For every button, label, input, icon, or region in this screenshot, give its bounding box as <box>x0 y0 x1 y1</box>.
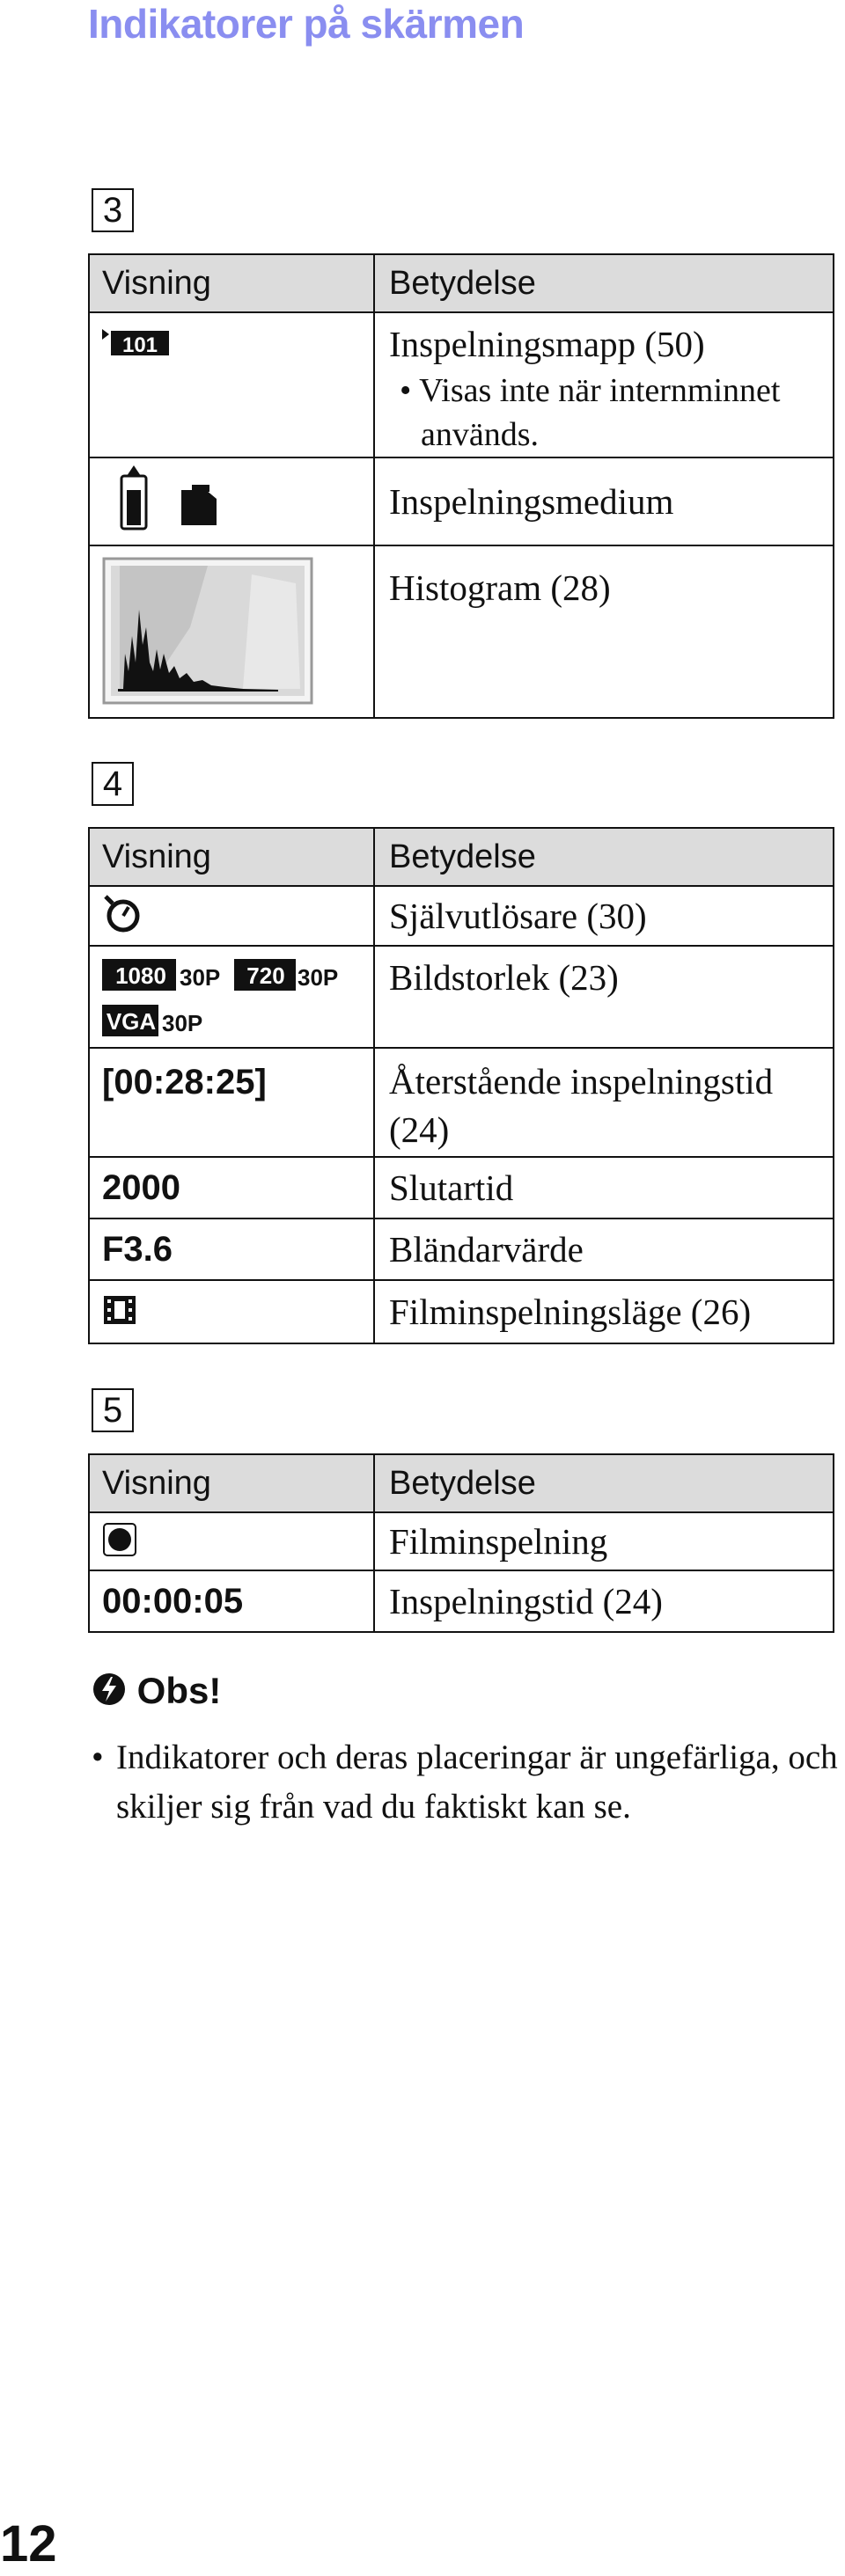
table-row <box>89 1570 834 1632</box>
shutter-speed-display: 2000 <box>102 1168 180 1207</box>
meaning-shutter-speed: Slutartid <box>389 1167 514 1208</box>
section-4-label: 4 <box>92 762 134 806</box>
recording-time-display: 00:00:05 <box>102 1582 244 1621</box>
table-row <box>89 1048 834 1157</box>
section-5-table <box>88 1453 834 1633</box>
table-row <box>89 1218 834 1280</box>
svg-text:30P: 30P <box>180 964 221 991</box>
folder-101-text: 101 <box>121 333 158 357</box>
film-mode-icon <box>102 1292 137 1332</box>
table-row <box>89 886 834 946</box>
obs-heading: Obs! <box>92 1670 221 1716</box>
meaning-recording-medium: Inspelningsmedium <box>389 480 674 522</box>
page-title: Indikatorer på skärmen <box>88 1 525 47</box>
image-size-icons <box>102 955 357 1044</box>
meaning-histogram: Histogram (28) <box>389 567 611 608</box>
svg-text:VGA: VGA <box>106 1008 157 1035</box>
recording-medium-icons <box>102 460 234 544</box>
meaning-remaining-time: Återstående inspelningstid (24) <box>389 1061 774 1150</box>
svg-text:1080: 1080 <box>115 962 166 989</box>
warning-icon <box>92 1672 127 1716</box>
obs-note <box>92 1733 840 1832</box>
aperture-display: F3.6 <box>102 1230 173 1269</box>
table-row <box>89 545 834 718</box>
header-betydelse: Betydelse <box>374 1454 834 1512</box>
self-timer-icon <box>102 893 144 940</box>
table-row <box>89 312 834 457</box>
bullet: • <box>92 1738 104 1776</box>
meaning-recording-folder: Inspelningsmapp (50) <box>389 324 705 364</box>
svg-text:30P: 30P <box>298 964 339 991</box>
bullet-note: • Visas inte när internminnet används. <box>400 372 781 453</box>
remaining-time-display: [00:28:25] <box>102 1063 267 1101</box>
svg-text:30P: 30P <box>162 1010 203 1036</box>
section-3-label: 3 <box>92 188 134 232</box>
table-row <box>89 1512 834 1570</box>
meaning-image-size: Bildstorlek (23) <box>389 957 619 998</box>
folder-101-icon <box>102 326 173 362</box>
header-visning: Visning <box>89 254 374 312</box>
histogram-icon <box>102 557 313 711</box>
meaning-aperture: Bländarvärde <box>389 1228 584 1270</box>
meaning-film-mode: Filminspelningsläge (26) <box>389 1291 752 1332</box>
meaning-self-timer: Självutlösare (30) <box>389 895 647 936</box>
table-row <box>89 457 834 545</box>
section-4-table <box>88 827 834 1344</box>
table-row <box>89 946 834 1048</box>
record-dot-icon <box>102 1522 137 1562</box>
header-visning: Visning <box>89 828 374 886</box>
header-betydelse: Betydelse <box>374 254 834 312</box>
table-row <box>89 1280 834 1343</box>
header-visning: Visning <box>89 1454 374 1512</box>
table-row <box>89 1157 834 1218</box>
section-5-label: 5 <box>92 1388 134 1432</box>
header-betydelse: Betydelse <box>374 828 834 886</box>
svg-text:720: 720 <box>246 962 285 989</box>
section-3-table <box>88 253 834 719</box>
obs-note-text: Indikatorer och deras placeringar är ungefärliga, och skiljer sig från vad du faktiskt kan se. <box>116 1738 838 1826</box>
meaning-movie-recording: Filminspelning <box>389 1520 608 1562</box>
meaning-recording-time: Inspelningstid (24) <box>389 1580 663 1621</box>
page-number: 12 <box>0 2515 57 2572</box>
